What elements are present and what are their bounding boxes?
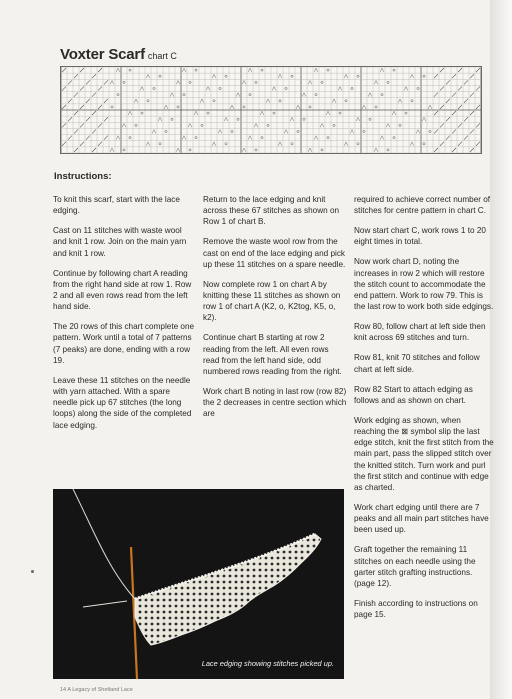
- lace-edging-photo: [53, 489, 344, 679]
- paragraph: Row 82 Start to attach edging as follows and as shown on chart.: [354, 384, 473, 405]
- paragraph: Row 80, follow chart at left side then knit across 69 stitches and turn.: [354, 322, 486, 343]
- paragraph: Remove the waste wool row from the cast on end of the lace edging and pick up these 11 stitches on a spare needle.: [203, 237, 346, 269]
- photo-illustration: [53, 489, 344, 679]
- instructions-column-3: [354, 194, 494, 629]
- paragraph: Return to the lace edging and knit across these 67 stitches as shown on Row 1 of chart B.: [203, 195, 340, 227]
- title-main: Voxter Scarf: [60, 46, 145, 63]
- paragraph: Now work chart D, noting the increases in row 2 which will restore the stitch count to accommodate the end pattern. Work to row 79. This is the last row to work both side edgings.: [354, 257, 494, 312]
- page-title: [60, 46, 177, 64]
- paragraph: Work edging as shown, when reaching the ⊠ symbol slip the last edge stitch, knit the first stitch from the main part, pass the slipped stitch over the knitted stitch. Turn work and purl the first stitch and continue with edge as charted.: [354, 415, 494, 493]
- photo-caption: Lace edging showing stitches picked up.: [201, 659, 334, 668]
- instructions-column-2: [203, 194, 347, 428]
- paragraph: Row 81, knit 70 stitches and follow chart at left side.: [354, 353, 480, 374]
- paragraph: Work chart edging until there are 7 peaks and all main part stitches have been used up.: [354, 503, 489, 535]
- paragraph: Now start chart C, work rows 1 to 20 eight times in total.: [354, 226, 486, 247]
- paragraph: Now complete row 1 on chart A by knitting these 11 stitches as shown on row 1 of chart A (K2, o, K2tog, K5, o, k2).: [203, 279, 341, 323]
- title-sub: chart C: [147, 51, 177, 61]
- paragraph: Cast on 11 stitches with waste wool and knit 1 row. Join on the main yarn and knit 1 row.: [53, 226, 187, 258]
- paragraph: required to achieve correct number of stitches for centre pattern in chart C.: [354, 195, 491, 216]
- paragraph: Leave these 11 stitches on the needle with yarn attached. With a spare needle pick up 67 stitches (the long loops) along the side of the completed lace edging.: [53, 375, 192, 430]
- page-footer: 14 A Legacy of Shetland Lace: [60, 687, 133, 693]
- chart-grid-graphic: [61, 67, 481, 153]
- paragraph: Continue by following chart A reading from the right hand side at row 1. Row 2 and all even rows read from the left hand side.: [53, 268, 192, 312]
- paragraph: Finish according to instructions on page 15.: [354, 599, 478, 620]
- instructions-column-1: [53, 194, 196, 440]
- chart-gridlines: [61, 67, 481, 153]
- paragraph: Work chart B noting in last row (row 82) the 2 decreases in centre section which are: [203, 387, 347, 419]
- instructions-heading: Instructions:: [54, 171, 112, 182]
- paragraph: Graft together the remaining 11 stitches on each needle using the garter stitch grafting instructions. (page 12).: [354, 545, 476, 589]
- paragraph: The 20 rows of this chart complete one pattern. Work until a total of 7 patterns (7 peaks) are done, ending with a row 19.: [53, 322, 195, 365]
- knitting-chart: [60, 66, 482, 154]
- paragraph: To knit this scarf, start with the lace edging.: [53, 195, 180, 216]
- paragraph: Continue chart B starting at row 2 reading from the left. All even rows read from the left hand side, odd numbered rows reading from the right.: [203, 333, 342, 377]
- margin-mark: [31, 570, 34, 573]
